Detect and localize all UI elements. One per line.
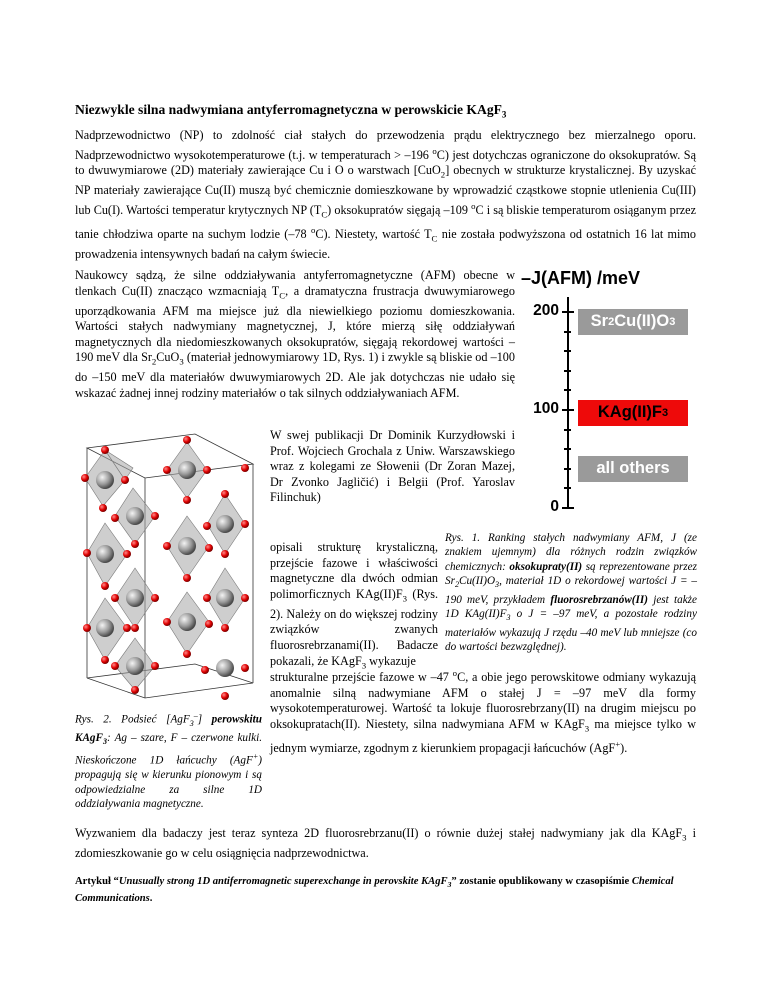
chart-tick [562, 409, 574, 411]
chart-tick-label: 0 [550, 498, 559, 515]
figure-1-caption: Rys. 1. Ranking stałych nadwymiany AFM, J (ze znakiem ujemnym) dla różnych rodzin związków chemicznych: oksokupraty(II) są reprezentowane przez $Sr_2Cu(II)O_3$, materiał 1D o rekordowej wartości J = –190 meV, przykładem fluorosrebrzanów(II) jest także 1D $KAg(II)F_3$ o J = –97 meV, a pozostałe rodziny materiałów wykazują J rzędu –40 meV lub mniejsze (co do wartości bezwzględnej). [445, 532, 697, 654]
chart-tick [562, 311, 574, 313]
chart-tick [564, 331, 571, 333]
chart-title: –J(AFM) /meV [521, 268, 641, 288]
chart-bar-label: KAg(II)F 3 [578, 400, 688, 426]
paragraph-authors: W swej publikacji Dr Dominik Kurzydłowski i Prof. Wojciech Grochala z Uniw. Warszawskiego wraz z kolegami ze Słowenii (Dr Zoran Mazej, Dr Zvonko Jagličić) i Belgii (Prof. Yaroslav Filinchuk) [270, 428, 515, 505]
chart-tick [564, 487, 571, 489]
paragraph-structure: opisali strukturę krystaliczną, przejście fazowe i właściwości magnetyczne dla dwóch odmian polimorficznych $KAg(II)F_3$ (Rys. 2). Należy on do większej rodziny związków zwanych fluorosrebrzanami(II). Badacze pokazali, że KAgF$_3$ wykazuje [270, 540, 438, 671]
afm-ranking-chart [515, 262, 700, 524]
chart-tick [564, 350, 571, 352]
chart-bar-label: all others [578, 456, 688, 482]
figure-2-caption: Rys. 2. Podsieć [AgF$_3$–] perowskitu KAgF$_3$: Ag – szare, F – czerwone kulki. Nieskończone 1D łańcuchy (AgF+) propagują się w kierunku pionowym i są odpowiedzialne za silne 1D oddziaływania magnetyczne. [75, 711, 262, 810]
chart-tick [564, 448, 571, 450]
chart-tick-label: 200 [533, 302, 559, 319]
article-title: Niezwykle silna nadwymiana antyferromagnetyczna w perowskicie KAgF$_3$ [75, 102, 507, 120]
chart-tick [564, 468, 571, 470]
chart-tick [564, 389, 571, 391]
paragraph-afm: Naukowcy sądzą, że silne oddziaływania antyferromagnetyczne (AFM) obecne w tlenkach Cu(II) znacząco wzmacniają $T_C$, a dramatyczna frustracja dwuwymiarowego uporządkowania AFM ma miejsce już dla niewielkiego poziomu domieszkowania. Wartości stałych nadwymiany magnetycznej, J, które mierzą siłę oddziaływań magnetycznych dla niedomieszkowanych oksokupratów, sięgają rekordowej wartości –190 meV dla $Sr_2CuO_3$ (materiał jednowymiarowy 1D, Rys. 1) i zwykle są bliskie od –100 do –150 meV dla materiałów dwuwymiarowych 2D. Ale jak dotychczas nie udało się wskazać żadnej innej rodziny materiałów o tak silnych oddziaływaniach AFM. [75, 268, 515, 401]
chart-tick [564, 370, 571, 372]
chart-tick-label: 100 [533, 400, 559, 417]
chart-bar-label: Sr 2 Cu(II)O 3 [578, 309, 688, 335]
chart-tick [564, 429, 571, 431]
paragraph-challenge: Wyzwaniem dla badaczy jest teraz synteza 2D fluorosrebrzanu(II) o równie dużej stałej nadwymiany jak dla KAgF$_3$ i zdomieszkowanie go w celu osiągnięcia nadprzewodnictwa. [75, 826, 697, 861]
crystal-structure-figure [75, 428, 265, 703]
paragraph-phase-transition: strukturalne przejście fazowe w –47 $^o$C, a obie jego perowskitowe odmiany wykazują anomalnie silną nadwymiane AFM o stałej J = –97 meV dla formy wysokotemperaturowej. Wartość ta lokuje fluorosrebrzany(II) na drugim miejscu po oksokupratach(II). Niestety, silna nadwymiana AFM w KAgF$_3$ ma miejsce tylko w jednym wymiarze, zgodnym z kierunkiem propagacji łańcuchów (AgF+). [270, 668, 696, 755]
chart-axis [567, 297, 569, 508]
paragraph-intro: Nadprzewodnictwo (NP) to zdolność ciał stałych do przewodzenia prądu elektrycznego bez mierzalnego oporu. Nadprzewodnictwo wysokotemperaturowe (t.j. w temperaturach > –196 $^o$C) jest dotychczas ograniczone do oksokupratów. Są to dwuwymiarowe (2D) materiały zawierające Cu i O o warstwach [CuO$_2$] obecnych w strukturze krystalicznej. By uzyskać NP materiały zawierające Cu(II) muszą być chemicznie domieszkowane by wprowadzić cząstkowe stopnie utlenienia Cu(III) lub Cu(I). Wartości temperatur krytycznych NP $(T_C)$ oksokupratów sięgają –109 $^o$C i są bliskie temperaturom osiąganym przez tanie chłodziwa oparte na suchym lodzie (–78 $^o$C). Niestety, wartość $T_C$ nie została podwyższona od ostatnich 16 lat mimo prowadzenia intensywnych badań na całym świecie. [75, 128, 696, 262]
chart-tick [562, 507, 574, 509]
paragraph-publication-note: Artykuł “Unusually strong 1D antiferromagnetic superexchange in perovskite KAgF$_3$” zostanie opublikowany w czasopiśmie Chemical Communications. [75, 875, 674, 904]
